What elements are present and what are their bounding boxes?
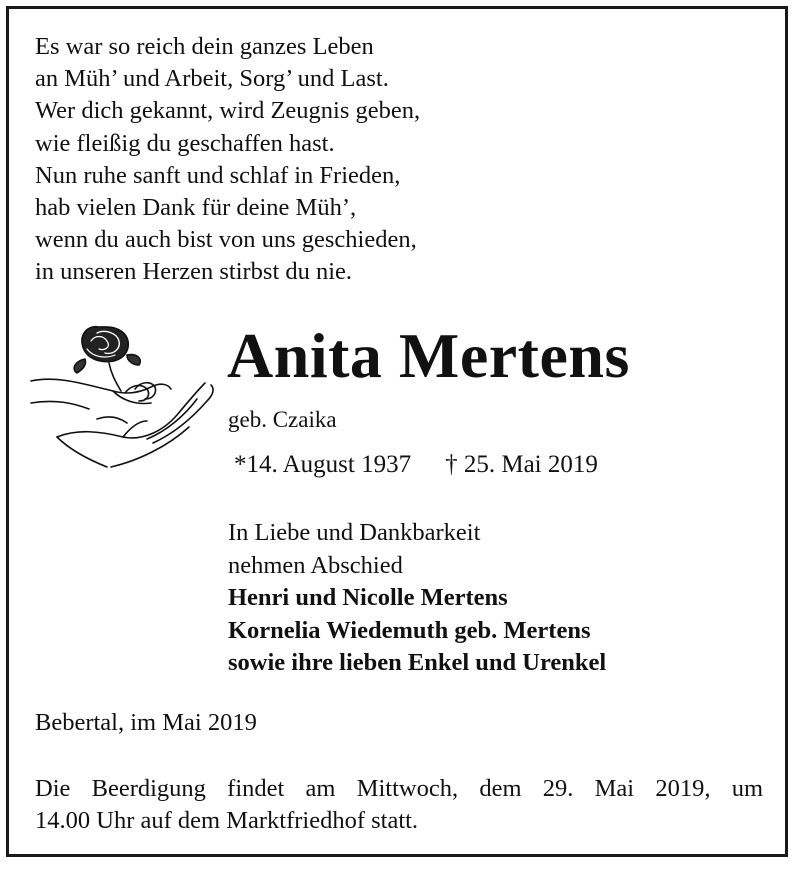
- funeral-notice: [35, 773, 763, 837]
- poem: [35, 31, 420, 289]
- mourner-name: sowie ihre lieben Enkel und Urenkel: [228, 649, 607, 676]
- maiden-name: geb. Czaika: [228, 407, 337, 432]
- funeral-line: 14.00 Uhr auf dem Marktfriedhof statt.: [35, 807, 419, 834]
- mourners-intro: In Liebe und Dankbarkeit: [228, 519, 481, 546]
- mourners-block: [228, 517, 606, 680]
- death-date: † 25. Mai 2019: [445, 451, 598, 478]
- mourner-name: Henri und Nicolle Mertens: [228, 584, 508, 611]
- poem-line: in unseren Herzen stirbst du nie.: [35, 258, 353, 286]
- poem-line: an Müh’ und Arbeit, Sorg’ und Last.: [35, 65, 389, 93]
- place-date: Bebertal, im Mai 2019: [35, 709, 257, 736]
- mourner-name: Kornelia Wiedemuth geb. Mertens: [228, 616, 591, 644]
- life-dates: [234, 451, 598, 479]
- funeral-line: Die Beerdigung findet am Mittwoch, dem 29. Mai 2019, um: [35, 775, 763, 802]
- poem-line: wenn du auch bist von uns geschieden,: [35, 226, 417, 254]
- birth-date: *14. August 1937: [234, 451, 412, 478]
- poem-line: Wer dich gekannt, wird Zeugnis geben,: [35, 97, 421, 125]
- mourners-intro: nehmen Abschied: [228, 551, 403, 579]
- poem-line: Nun ruhe sanft und schlaf in Frieden,: [35, 161, 401, 189]
- deceased-name: Anita Mertens: [227, 320, 630, 391]
- poem-line: hab vielen Dank für deine Müh’,: [35, 194, 357, 222]
- obituary-notice: [6, 6, 788, 857]
- poem-line: wie fleißig du geschaffen hast.: [35, 129, 335, 157]
- rose-in-hands-icon: [27, 319, 217, 474]
- poem-line: Es war so reich dein ganzes Leben: [35, 33, 374, 60]
